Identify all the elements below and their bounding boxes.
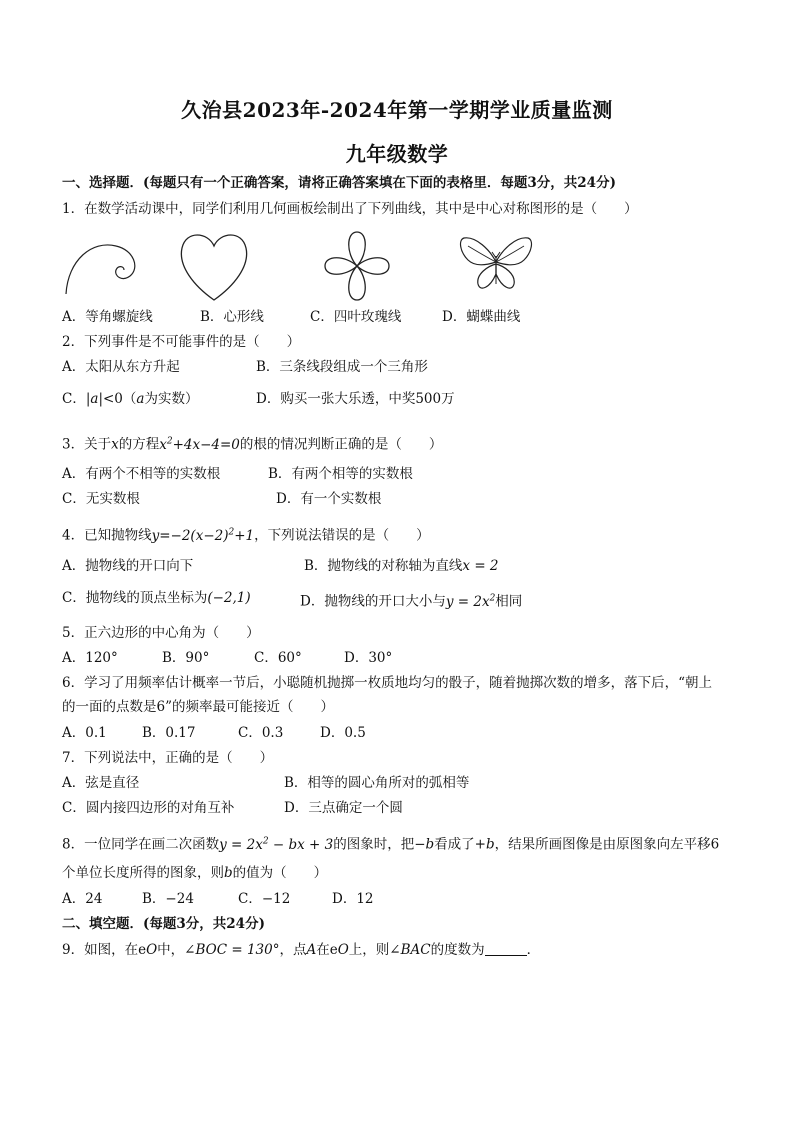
- q7-option-d: D．三点确定一个圆: [284, 800, 403, 816]
- q4-equation: $y=-2(x-2)^2+1$: [151, 527, 255, 544]
- q4-stem: 4．已知抛物线$y=-2(x-2)^2+1$，下列说法错误的是（ ）: [62, 527, 430, 544]
- heart-curve-icon: [178, 228, 250, 304]
- q8-stem-line1: 8．一位同学在画二次函数$y = 2x^2$ − bx + 3的图象时，把−b看成了+b，结果所画图像是由原图象向左平移6: [62, 836, 720, 853]
- q6-option-c: C．0.3: [238, 725, 284, 741]
- q4-option-c: C．抛物线的顶点坐标为(−2,1): [62, 590, 251, 606]
- circle-symbol: e: [329, 942, 338, 958]
- q5-option-a: A．120°: [62, 650, 118, 666]
- q3-option-d: D．有一个实数根: [276, 491, 382, 507]
- q4-option-b: B．抛物线的对称轴为直线x = 2: [304, 558, 499, 574]
- butterfly-curve-icon: [458, 234, 534, 300]
- exam-title: 久治县2023年-2024年第一学期学业质量监测: [181, 98, 613, 122]
- q6-option-d: D．0.5: [320, 725, 366, 741]
- q2-option-c: C．|a|<0（a为实数）: [62, 391, 199, 407]
- q7-stem: 7．下列说法中，正确的是（ ）: [62, 750, 274, 766]
- q3-stem: 3．关于x的方程$x^2+4x-4=0$的根的情况判断正确的是（ ）: [62, 436, 443, 453]
- section1-heading: 一、选择题．(每题只有一个正确答案，请将正确答案填在下面的表格里．每题3分，共24分): [62, 175, 616, 191]
- q8-option-a: A．24: [62, 891, 103, 907]
- q6-option-b: B．0.17: [142, 725, 196, 741]
- q7-option-a: A．弦是直径: [62, 775, 140, 791]
- q7-option-c: C．圆内接四边形的对角互补: [62, 800, 235, 816]
- q7-option-b: B．相等的圆心角所对的弧相等: [284, 775, 470, 791]
- q6-stem-line2: 的一面的点数是6”的频率最可能接近（ ）: [62, 699, 334, 715]
- q8-option-d: D．12: [332, 891, 374, 907]
- exam-subtitle: 九年级数学: [345, 142, 449, 166]
- q6-stem-line1: 6．学习了用频率估计概率一节后，小聪随机抛掷一枚质地均匀的骰子，随着抛掷次数的增多，落下后，“朝上: [62, 675, 712, 691]
- q3-option-b: B．有两个相等的实数根: [268, 466, 413, 482]
- q4-option-a: A．抛物线的开口向下: [62, 558, 194, 574]
- q2-option-a: A．太阳从东方升起: [62, 359, 180, 375]
- q8-option-c: C．−12: [238, 891, 291, 907]
- spiral-icon: [64, 232, 156, 296]
- q2-option-b: B．三条线段组成一个三角形: [256, 359, 428, 375]
- q5-option-b: B．90°: [162, 650, 210, 666]
- abs-a-math: |a|: [85, 391, 103, 407]
- q1-option-c: C．四叶玫瑰线: [310, 309, 402, 325]
- q3-option-c: C．无实数根: [62, 491, 140, 507]
- q5-option-d: D．30°: [344, 650, 393, 666]
- four-leaf-rose-icon: [322, 228, 392, 304]
- q9-stem: 9．如图，在eO中，∠BOC = 130°，点A在eO上，则∠BAC的度数为 ．: [62, 942, 541, 958]
- q8-stem-line2: 个单位长度所得的图象，则b的值为（ ）: [62, 865, 328, 881]
- q8-equation: $y = 2x^2$ − bx + 3: [219, 836, 334, 853]
- q2-option-d: D．购买一张大乐透，中奖500万: [256, 391, 455, 407]
- section2-heading: 二、填空题．(每题3分，共24分): [62, 916, 265, 932]
- circle-symbol: e: [138, 942, 147, 958]
- q5-stem: 5．正六边形的中心角为（ ）: [62, 625, 260, 641]
- q5-option-c: C．60°: [254, 650, 302, 666]
- q2-stem: 2．下列事件是不可能事件的是（ ）: [62, 334, 301, 350]
- q6-option-a: A．0.1: [62, 725, 107, 741]
- q8-option-b: B．−24: [142, 891, 194, 907]
- answer-blank[interactable]: [485, 941, 527, 956]
- q4-option-d: D．抛物线的开口大小与$y = 2x^2$相同: [300, 593, 523, 610]
- q3-equation: $x^2+4x-4=0$: [159, 436, 240, 453]
- q3-option-a: A．有两个不相等的实数根: [62, 466, 221, 482]
- q1-option-b: B．心形线: [200, 309, 264, 325]
- q1-option-a: A．等角螺旋线: [62, 309, 153, 325]
- q1-option-d: D．蝴蝶曲线: [442, 309, 521, 325]
- q1-stem: 1．在数学活动课中，同学们利用几何画板绘制出了下列曲线，其中是中心对称图形的是（ ）: [62, 201, 638, 217]
